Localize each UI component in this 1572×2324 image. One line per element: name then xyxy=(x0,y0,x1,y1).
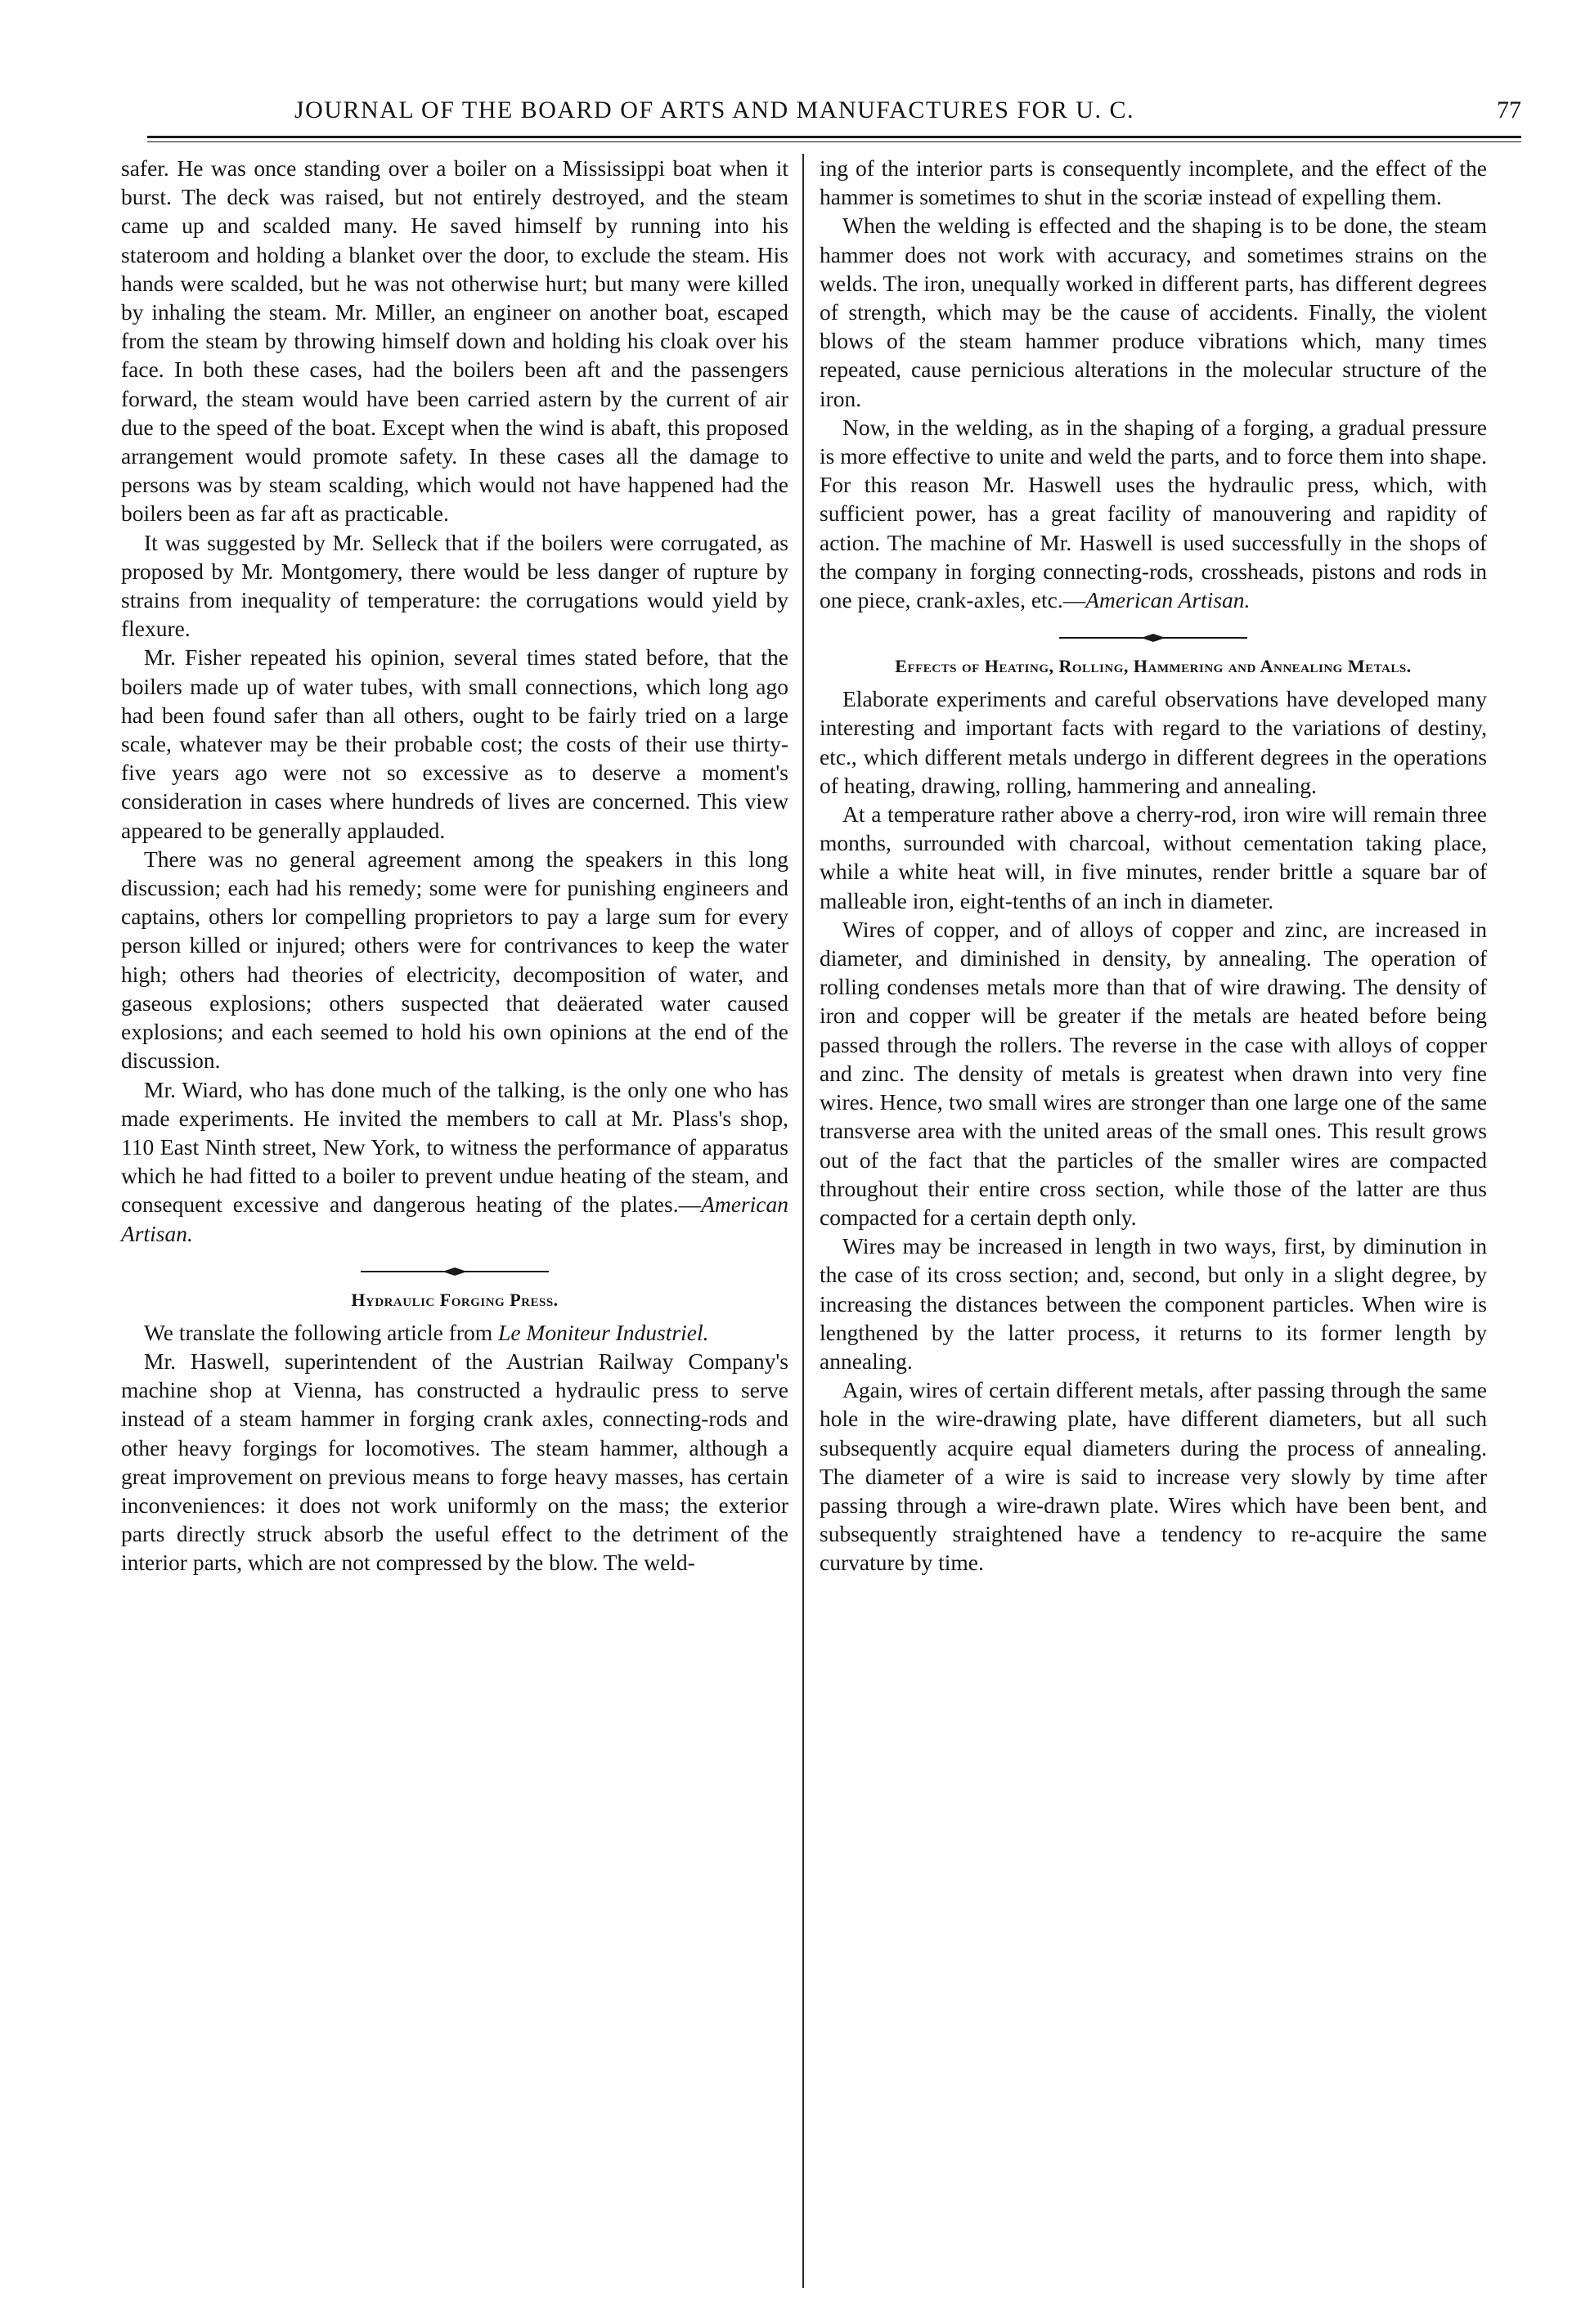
journal-title: JOURNAL OF THE BOARD OF ARTS AND MANUFACTURES FOR U. C. xyxy=(294,96,1134,123)
paragraph: Mr. Fisher repeated his opinion, several times stated before, that the boilers made up of water tubes, with small connections, which long ago had been found safer than all others, ought to be fairly tried on a large scale, whatever may be their probable cost; the costs of their use thirty-five years ago were not so excessive as to deserve a moment's consideration in cases where hundreds of lives are concerned. This view appeared to be generally applauded. xyxy=(121,644,788,843)
paragraph: safer. He was once standing over a boiler on a Mississippi boat when it burst. The deck was raised, but not entirely destroyed, and the steam came up and scalded many. He saved himself by running into his stateroom and holding a blanket over the door, to exclude the steam. His hands were scalded, but he was not otherwise hurt; but many were killed by inhaling the steam. Mr. Miller, an engineer on another boat, escaped from the steam by throwing himself down and holding his cloak over his face. In both these cases, had the boilers been aft and the passengers forward, the steam would have been carried astern by the current of air due to the speed of the boat. Except when the wind is abaft, this proposed arrangement would promote safety. In these cases all the damage to persons was by steam scalding, which would not have happened had the boilers been as far aft as practicable. xyxy=(121,155,788,527)
paragraph: Wires of copper, and of alloys of copper and zinc, are increased in diameter, and diminished in density, by annealing. The operation of rolling condenses metals more than that of wire drawing. The density of iron and copper will be greater if the metals are heated before being passed through the rollers. The reverse in the case with alloys of copper and zinc. The density of metals is greatest when drawn into very fine wires. Hence, two small wires are stronger than one large one of the same transverse area with the united areas of the small ones. This result grows out of the fact that the particles of the smaller wires are compacted throughout their entire cross section, while those of the latter are thus compacted for a certain depth only. xyxy=(820,916,1487,1230)
paragraph: Wires may be increased in length in two ways, first, by diminution in the case of its cross section; and, second, but only in a slight degree, by increasing the distances between the component particles. When wire is lengthened by the latter process, it returns to its former length by annealing. xyxy=(820,1233,1487,1374)
paragraph xyxy=(820,413,1487,614)
paragraph: It was suggested by Mr. Selleck that if the boilers were corrugated, as proposed by Mr. Montgomery, there would be less danger of rupture by strains from inequality of temperature: the corrugations would yield by flexure. xyxy=(121,529,788,642)
paragraph: ing of the interior parts is consequently incomplete, and the effect of the hammer is sometimes to shut in the scoriæ instead of expelling them. xyxy=(820,155,1487,210)
right-column xyxy=(820,154,1487,1577)
column-divider xyxy=(802,154,804,2288)
paragraph-text: Now, in the welding, as in the shaping of a forging, a gradual pressure is more effective to unite and weld the parts, and to force them into shape. For this reason Mr. Haswell uses the hydraulic press, which, with sufficient power, has a great facility of manouvering and rapidity of action. The machine of Mr. Haswell is used successfully in the shops of the company in forging connecting-rods, crossheads, pistons and rods in one piece, crank-axles, etc.— xyxy=(820,414,1487,613)
paragraph: There was no general agreement among the speakers in this long discussion; each had his remedy; some were for punishing engineers and captains, others lor compelling proprietors to pay a large sum for every person killed or injured; others were for contrivances to keep the water high; others had theories of electricity, decomposition of water, and gaseous explosions; others suspected that deäerated water caused explosions; and each seemed to hold his own opinions at the end of the discussion. xyxy=(121,846,788,1074)
source-citation: Le Moniteur Industriel. xyxy=(498,1319,709,1345)
source-citation: American Artisan. xyxy=(121,1191,788,1246)
paragraph: At a temperature rather above a cherry-rod, iron wire will remain three months, surrounded with charcoal, without cementation taking place, while a white heat will, in five minutes, render brittle a square bar of malleable iron, eight-tenths of an inch in diameter. xyxy=(820,801,1487,913)
section-heading: Hydraulic Forging Press. xyxy=(351,1289,559,1310)
section-ornament xyxy=(1059,632,1247,644)
paragraph: Again, wires of certain different metals, after passing through the same hole in the wire-drawing plate, have different diameters, but all such subsequently acquire equal diameters during the process of annealing. The diameter of a wire is said to increase very slowly by time after passing through a wire-drawn plate. Wires which have been bent, and subsequently straightened have a tendency to re-acquire the same curvature by time. xyxy=(820,1377,1487,1576)
source-citation: American Artisan. xyxy=(1085,587,1251,613)
paragraph-text: Mr. Wiard, who has done much of the talking, is the only one who has made experiments. He invited the members to call at Mr. Plass's shop, 110 East Ninth street, New York, to witness the performance of apparatus which he had fitted to a boiler to prevent undue heating of the steam, and consequent excessive and dangerous heating of the plates.— xyxy=(121,1076,788,1218)
paragraph-text: We translate the following article from xyxy=(144,1319,499,1345)
left-column xyxy=(121,154,788,1577)
section-heading: Effects of Heating, Rolling, Hammering and Annealing Metals. xyxy=(895,656,1412,677)
header-rule-thick xyxy=(147,136,1521,138)
page-header xyxy=(147,96,1521,136)
paragraph: Elaborate experiments and careful observations have developed many interesting and important facts with regard to the variations of destiny, etc., which different metals undergo in different degrees in the operations of heating, drawing, rolling, hammering and annealing. xyxy=(820,686,1487,798)
header-rule-thin xyxy=(147,141,1521,142)
section-ornament xyxy=(361,1266,549,1277)
paragraph xyxy=(121,1075,788,1248)
paragraph xyxy=(121,1318,788,1347)
page-number: 77 xyxy=(1497,96,1521,123)
paragraph: When the welding is effected and the shaping is to be done, the steam hammer does not work with accuracy, and sometimes strains on the welds. The iron, unequally worked in different parts, has different degrees of strength, which may be the cause of accidents. Finally, the violent blows of the steam hammer produce vibrations which, many times repeated, cause pernicious alterations in the molecular structure of the iron. xyxy=(820,213,1487,411)
paragraph: Mr. Haswell, superintendent of the Austrian Railway Company's machine shop at Vienna, has constructed a hydraulic press to serve instead of a steam hammer in forging crank axles, connecting-rods and other heavy forgings for locomotives. The steam hammer, although a great improvement on previous means to forge heavy masses, has certain inconveniences: it does not work uniformly on the mass; the exterior parts directly struck absorb the useful effect to the detriment of the interior parts, which are not compressed by the blow. The weld- xyxy=(121,1348,788,1576)
